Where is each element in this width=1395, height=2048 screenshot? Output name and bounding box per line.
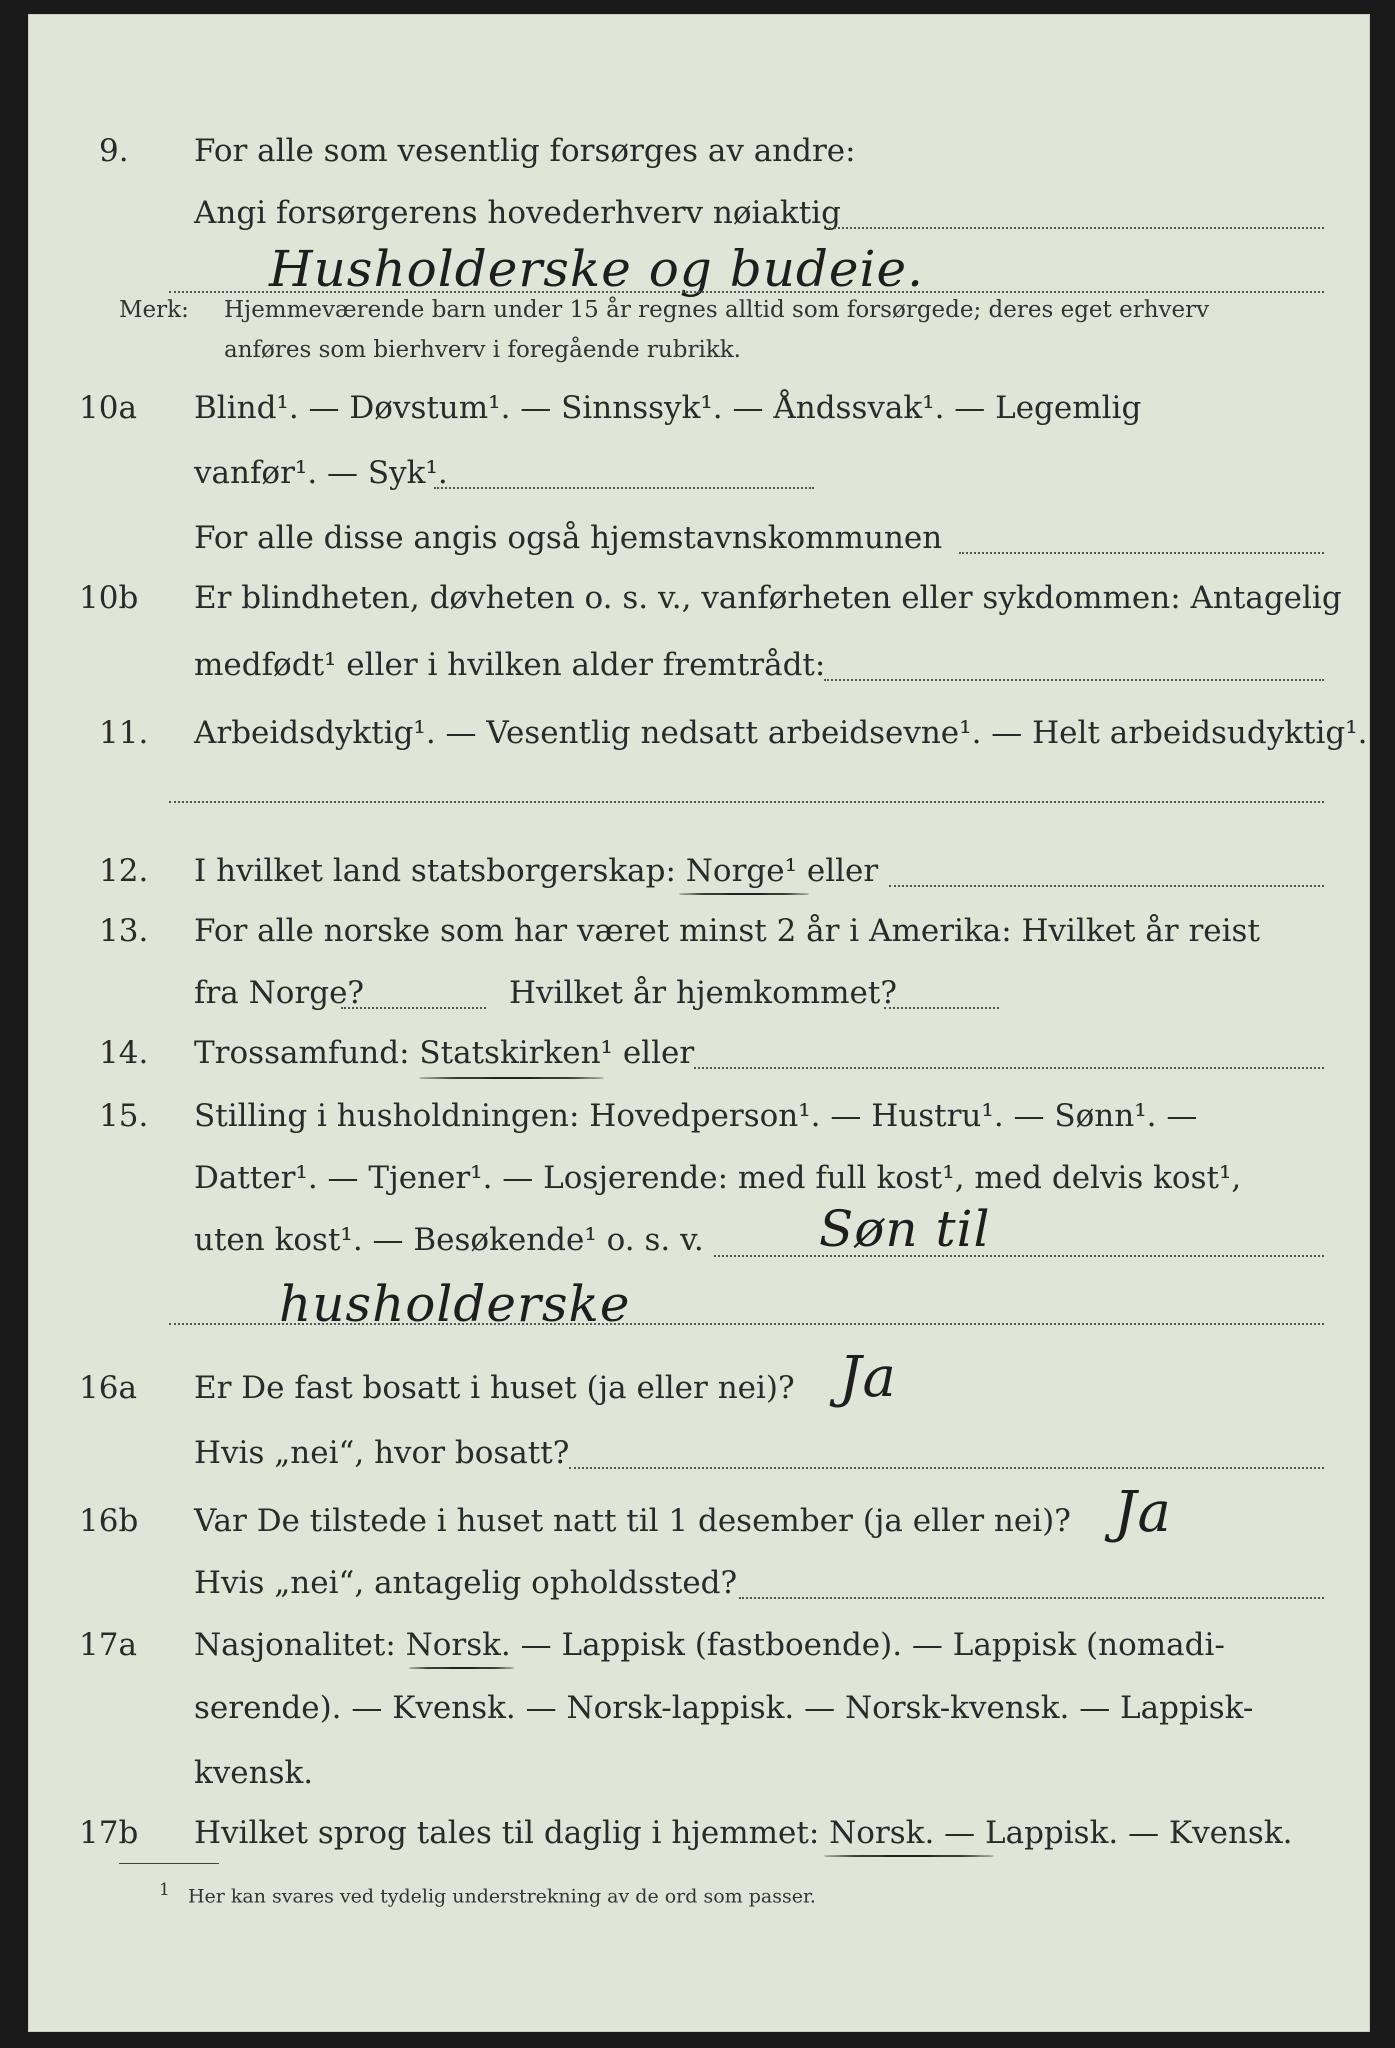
q17a-line2: serende). — Kvensk. — Norsk-lappisk. — Norsk-kvensk. — Lappisk- — [194, 1690, 1254, 1726]
q16a-line2: Hvis „nei“, hvor bosatt? — [194, 1435, 570, 1471]
q10a-line2-dots — [434, 487, 814, 489]
q11-line1: Arbeidsdyktig¹. — Vesentlig nedsatt arbeidsevne¹. — Helt arbeidsudyktig¹. — [194, 715, 1368, 751]
q9-handwritten-answer: Husholderske og budeie. — [269, 240, 924, 298]
q16a-line2-dots — [569, 1467, 1324, 1469]
q16b-line2-dots — [739, 1597, 1324, 1599]
q10a-number: 10a — [79, 390, 137, 426]
q17a-number: 17a — [79, 1627, 137, 1663]
q9-line1: For alle som vesentlig forsørges av andre: — [194, 133, 856, 169]
q13-line2a-dots — [341, 1007, 486, 1009]
q17a-norsk-underline — [409, 1667, 514, 1669]
q15-handwritten-answer1: Søn til — [819, 1200, 991, 1258]
merk-line2: anføres som bierhverv i foregående rubrikk. — [224, 337, 741, 363]
q11-answer-dots — [169, 801, 1324, 803]
q12-number: 12. — [99, 853, 149, 889]
q16b-line1: Var De tilstede i huset natt til 1 desember (ja eller nei)? — [194, 1503, 1071, 1539]
q10a-line3-dots — [959, 552, 1324, 554]
q17a-line3: kvensk. — [194, 1755, 314, 1791]
q15-line3-dots — [714, 1255, 1324, 1257]
q17a-line1: Nasjonalitet: Norsk. — Lappisk (fastboende). — Lappisk (nomadi- — [194, 1627, 1225, 1663]
q10b-line1: Er blindheten, døvheten o. s. v., vanførheten eller sykdommen: Antagelig — [194, 580, 1342, 616]
footnote — [159, 1880, 816, 1907]
q13-line1: For alle norske som har været minst 2 år i Amerika: Hvilket år reist — [194, 913, 1260, 949]
q11-number: 11. — [99, 715, 149, 751]
footnote-separator — [119, 1863, 219, 1864]
q10b-line2: medfødt¹ eller i hvilken alder fremtrådt: — [194, 647, 826, 683]
q15-line2: Datter¹. — Tjener¹. — Losjerende: med full kost¹, med delvis kost¹, — [194, 1160, 1242, 1196]
q12-line1: I hvilket land statsborgerskap: Norge¹ eller — [194, 853, 879, 889]
q17b-norsk-underline — [824, 1855, 994, 1857]
q9-line2-dots — [829, 227, 1324, 229]
merk-label: Merk: — [119, 297, 189, 323]
q13-line2b: Hvilket år hjemkommet? — [509, 975, 897, 1011]
q16a-line1: Er De fast bosatt i huset (ja eller nei)? — [194, 1370, 795, 1406]
q10b-number: 10b — [79, 580, 139, 616]
q14-line1: Trossamfund: Statskirken¹ eller — [194, 1035, 695, 1071]
q14-dots — [694, 1067, 1324, 1069]
q15-line1: Stilling i husholdningen: Hovedperson¹. — Hustru¹. — Sønn¹. — — [194, 1098, 1198, 1134]
q9-answer-dots — [169, 291, 1324, 293]
q13-number: 13. — [99, 913, 149, 949]
q15-number: 15. — [99, 1098, 149, 1134]
q17b-line1: Hvilket sprog tales til daglig i hjemmet: Norsk. — Lappisk. — Kvensk. — [194, 1815, 1293, 1851]
q9-line2: Angi forsørgerens hovederhverv nøiaktig — [194, 195, 841, 231]
merk-line1: Hjemmeværende barn under 15 år regnes alltid som forsørgede; deres eget erhverv — [224, 297, 1210, 323]
q10b-line2-dots — [824, 679, 1324, 681]
q9-number: 9. — [99, 133, 129, 169]
q15-answer-dots — [169, 1323, 1324, 1325]
q13-line2b-dots — [884, 1007, 999, 1009]
q16b-line2: Hvis „nei“, antagelig opholdssted? — [194, 1565, 738, 1601]
q10a-line3: For alle disse angis også hjemstavnskommunen — [194, 520, 943, 556]
q16a-number: 16a — [79, 1370, 137, 1406]
q16b-handwritten-answer: Ja — [1114, 1480, 1172, 1545]
q10a-line1: Blind¹. — Døvstum¹. — Sinnssyk¹. — Åndssvak¹. — Legemlig — [194, 390, 1142, 426]
q16b-number: 16b — [79, 1503, 139, 1539]
q16a-handwritten-answer: Ja — [839, 1345, 897, 1410]
q14-number: 14. — [99, 1035, 149, 1071]
q15-handwritten-answer2: husholderske — [279, 1275, 631, 1333]
q12-norge-underline — [679, 893, 809, 895]
footnote-mark: 1 — [159, 1880, 170, 1900]
q17b-number: 17b — [79, 1815, 139, 1851]
footnote-text: Her kan svares ved tydelig understrekning av de ord som passer. — [187, 1885, 816, 1908]
q14-statskirken-underline — [419, 1077, 604, 1079]
q13-line2a: fra Norge? — [194, 975, 365, 1011]
q15-line3: uten kost¹. — Besøkende¹ o. s. v. — [194, 1222, 704, 1258]
census-form-page — [28, 14, 1370, 2032]
q10a-line2: vanfør¹. — Syk¹. — [194, 455, 448, 491]
q12-dots — [889, 885, 1324, 887]
